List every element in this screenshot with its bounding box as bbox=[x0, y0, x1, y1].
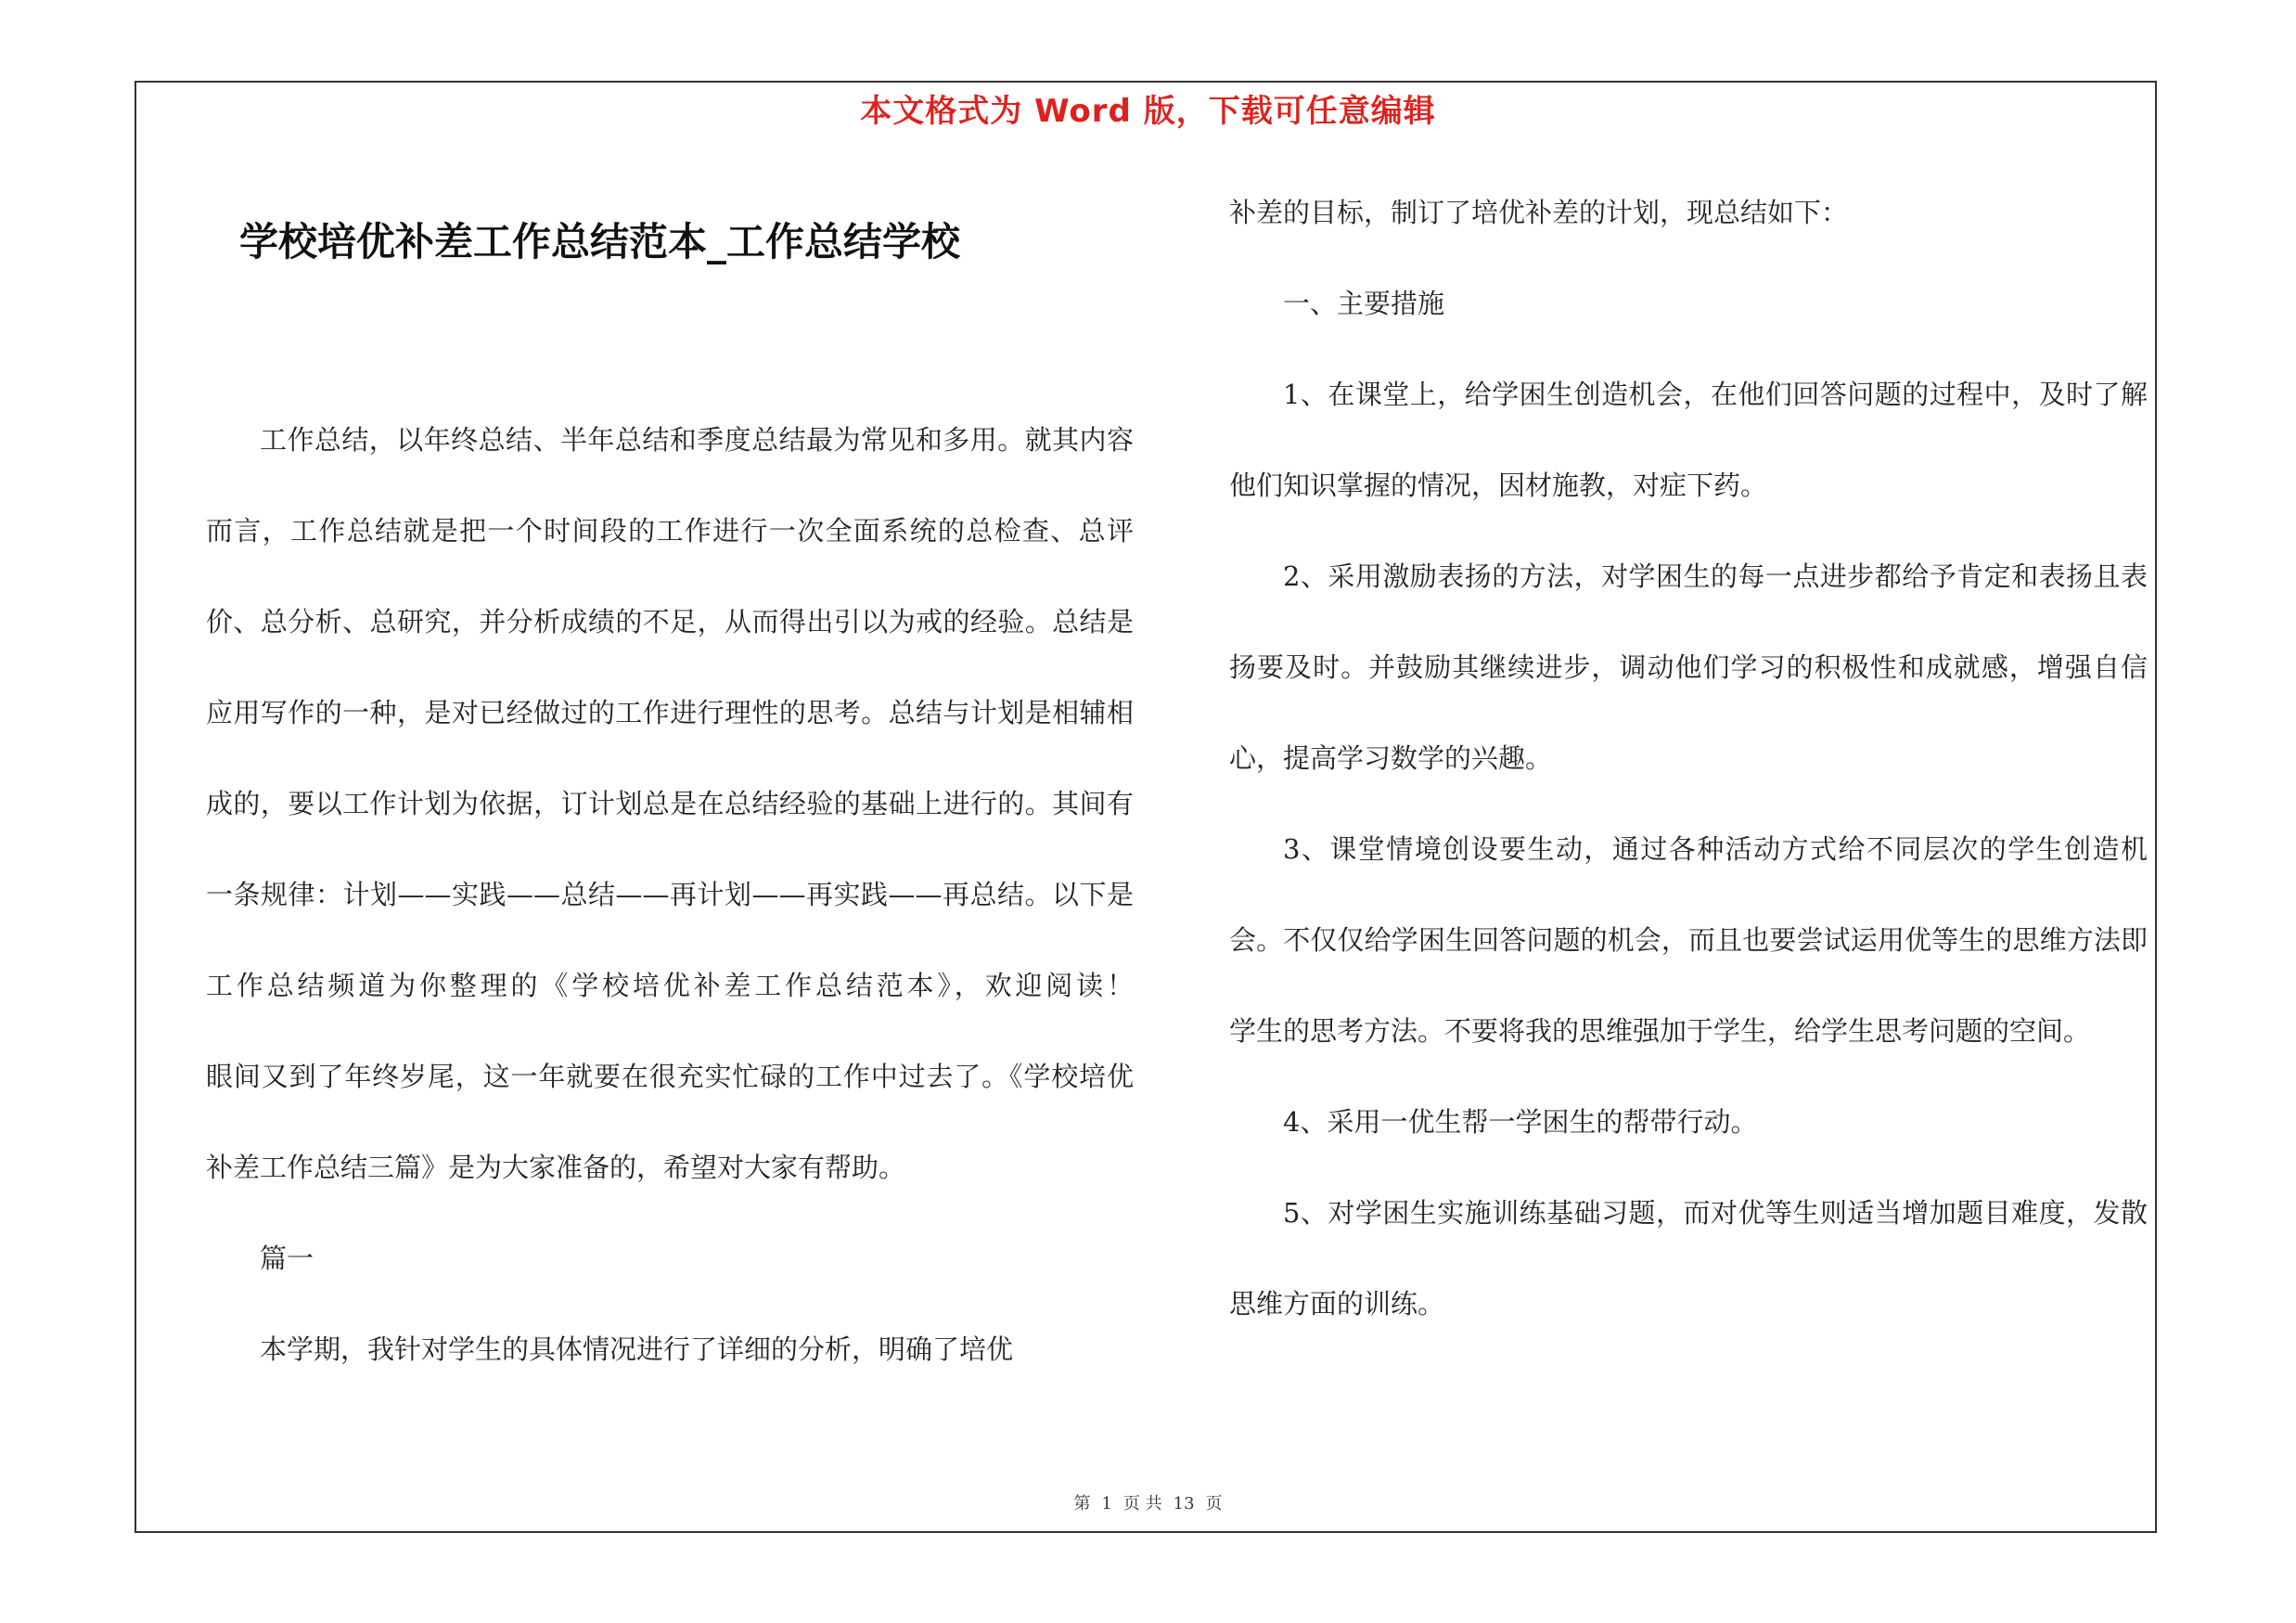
measure-2: 2、采用激励表扬的方法，对学困生的每一点进步都给予肯定和表扬且表扬要及时。并鼓励其继续进步，调动他们学习的积极性和成就感，增强自信心，提高学习数学的兴趣。 bbox=[1229, 560, 2148, 774]
measure-1: 1、在课堂上，给学困生创造机会，在他们回答问题的过程中，及时了解他们知识掌握的情况，因材施教，对症下药。 bbox=[1229, 379, 2148, 501]
footer-suffix: 页 bbox=[1205, 1494, 1223, 1514]
left-column bbox=[206, 394, 1242, 1395]
document-title: 学校培优补差工作总结范本_工作总结学校 bbox=[239, 219, 961, 264]
measure-5: 5、对学困生实施训练基础习题，而对优等生则适当增加题目难度，发散思维方面的训练。 bbox=[1229, 1197, 2148, 1320]
footer-page-number: 1 bbox=[1101, 1494, 1112, 1514]
page-footer bbox=[0, 1490, 2296, 1514]
footer-middle: 页 共 bbox=[1122, 1494, 1162, 1514]
intro-paragraph: 工作总结，以年终总结、半年总结和季度总结最为常见和多用。就其内容而言，工作总结就是把一个时间段的工作进行一次全面系统的总检查、总评价、总分析、总研究，并分析成绩的不足，从而得出引以为戒的经验。总结是应用写作的一种，是对已经做过的工作进行理性的思考。总结与计划是相辅相成的，要以工作计划为依据，订计划总是在总结经验的基础上进行的。其间有一条规律：计划——实践——总结——再计划——再实践——再总结。以下是工作总结频道为你整理的《学校培优补差工作总结范本》，欢迎阅读！ 眼间又到了年终岁尾，这一年就要在很充实忙碌的工作中过去了。《学校培优补差工作总结三篇》是为大家准备的，希望对大家有帮助。 bbox=[206, 424, 1242, 1183]
measure-4: 4、采用一优生帮一学困生的帮带行动。 bbox=[1283, 1106, 1758, 1138]
word-format-banner: 本文格式为 Word 版，下载可任意编辑 bbox=[860, 93, 1436, 130]
footer-prefix: 第 bbox=[1073, 1494, 1091, 1514]
section-heading-main-measures: 一、主要措施 bbox=[1283, 288, 1445, 319]
semester-paragraph: 本学期，我针对学生的具体情况进行了详细的分析，明确了培优 bbox=[260, 1333, 1014, 1365]
right-column bbox=[1229, 167, 2148, 1349]
measure-3: 3、课堂情境创设要生动，通过各种活动方式给不同层次的学生创造机会。不仅仅给学困生回答问题的机会，而且也要尝试运用优等生的思维方法即学生的思考方法。不要将我的思维强加于学生，给学生思考问题的空间。 bbox=[1229, 833, 2148, 1047]
section-heading-pian-yi: 篇一 bbox=[260, 1243, 314, 1274]
footer-total-pages: 13 bbox=[1173, 1494, 1195, 1514]
continuation-paragraph: 补差的目标，制订了培优补差的计划，现总结如下： bbox=[1229, 197, 1849, 228]
